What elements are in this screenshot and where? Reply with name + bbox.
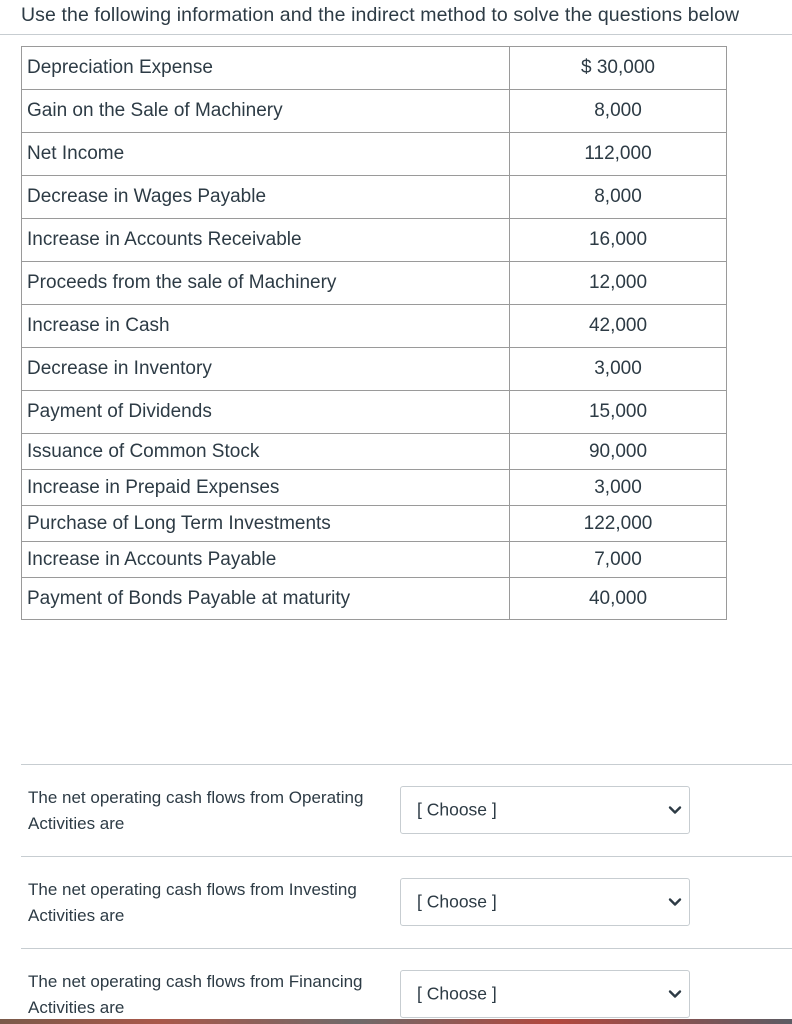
chevron-down-icon — [667, 802, 683, 818]
row-amount: 122,000 — [510, 506, 727, 542]
table-row — [22, 176, 727, 219]
table-row — [22, 262, 727, 305]
question-label-investing — [28, 877, 400, 929]
row-label: Increase in Accounts Receivable — [22, 219, 510, 262]
chevron-down-icon — [667, 986, 683, 1002]
investing-answer-select[interactable] — [400, 878, 690, 926]
question-label-line2: Activities are — [28, 906, 125, 925]
row-amount: $ 30,000 — [510, 47, 727, 90]
row-label: Proceeds from the sale of Machinery — [22, 262, 510, 305]
question-label-line1: The net operating cash flows from Financing — [28, 972, 363, 991]
row-label: Issuance of Common Stock — [22, 434, 510, 470]
question-divider — [21, 856, 792, 857]
row-label: Increase in Cash — [22, 305, 510, 348]
question-label-line1: The net operating cash flows from Investing — [28, 880, 357, 899]
table-row — [22, 542, 727, 578]
question-label-financing — [28, 969, 400, 1021]
table-row — [22, 219, 727, 262]
top-divider — [0, 34, 792, 35]
row-label: Decrease in Wages Payable — [22, 176, 510, 219]
row-label: Increase in Prepaid Expenses — [22, 470, 510, 506]
table-row — [22, 578, 727, 620]
question-divider — [21, 948, 792, 949]
data-table — [21, 46, 727, 620]
row-amount: 7,000 — [510, 542, 727, 578]
bottom-edge-strip — [0, 1019, 792, 1024]
row-amount: 3,000 — [510, 470, 727, 506]
table-row — [22, 391, 727, 434]
instruction-text: Use the following information and the indirect method to solve the questions below — [21, 4, 740, 26]
table-row — [22, 506, 727, 542]
table-row — [22, 434, 727, 470]
row-amount: 112,000 — [510, 133, 727, 176]
row-amount: 90,000 — [510, 434, 727, 470]
table-row — [22, 90, 727, 133]
table-row — [22, 305, 727, 348]
row-amount: 16,000 — [510, 219, 727, 262]
row-amount: 8,000 — [510, 176, 727, 219]
select-value: [ Choose ] — [417, 983, 497, 1004]
question-label-line2: Activities are — [28, 998, 125, 1017]
row-label: Decrease in Inventory — [22, 348, 510, 391]
row-label: Payment of Bonds Payable at maturity — [22, 578, 510, 620]
select-value: [ Choose ] — [417, 799, 497, 820]
row-amount: 8,000 — [510, 90, 727, 133]
table-row — [22, 47, 727, 90]
chevron-down-icon — [667, 894, 683, 910]
row-label: Gain on the Sale of Machinery — [22, 90, 510, 133]
row-amount: 40,000 — [510, 578, 727, 620]
row-label: Payment of Dividends — [22, 391, 510, 434]
question-label-line1: The net operating cash flows from Operating — [28, 788, 364, 807]
operating-answer-select[interactable] — [400, 786, 690, 834]
row-amount: 3,000 — [510, 348, 727, 391]
row-label: Purchase of Long Term Investments — [22, 506, 510, 542]
row-label: Depreciation Expense — [22, 47, 510, 90]
select-value: [ Choose ] — [417, 891, 497, 912]
row-label: Increase in Accounts Payable — [22, 542, 510, 578]
table-row — [22, 133, 727, 176]
table-row — [22, 470, 727, 506]
financing-answer-select[interactable] — [400, 970, 690, 1018]
question-label-operating — [28, 785, 400, 837]
question-label-line2: Activities are — [28, 814, 125, 833]
row-amount: 15,000 — [510, 391, 727, 434]
question-divider — [21, 764, 792, 765]
row-amount: 42,000 — [510, 305, 727, 348]
row-amount: 12,000 — [510, 262, 727, 305]
row-label: Net Income — [22, 133, 510, 176]
table-row — [22, 348, 727, 391]
